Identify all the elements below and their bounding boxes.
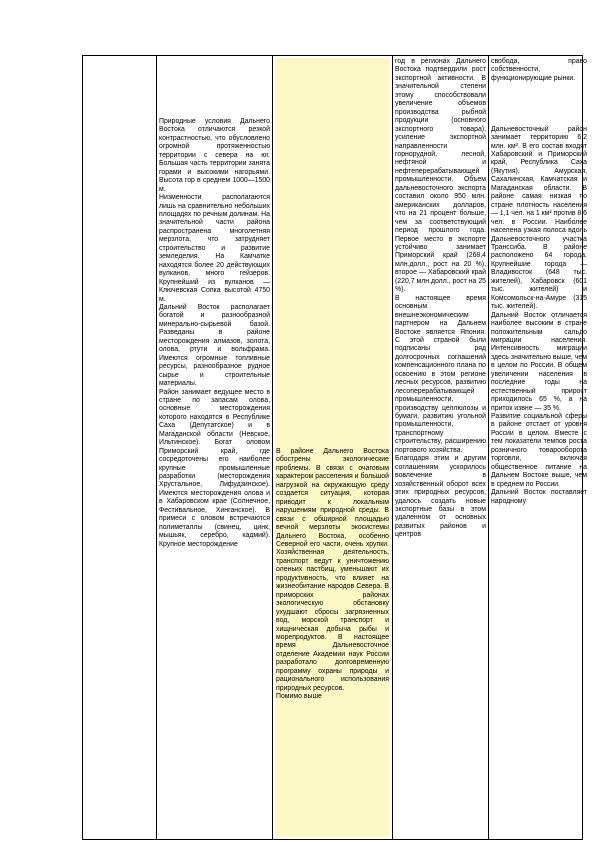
document-table bbox=[82, 55, 588, 840]
export-text: год в регионах Дальнего Востока подтвердили рост экспортной активности. В значительной степени этому способствовали увеличение объемов производства рыбной продукции (основного экспортного товара), усиление экспортной направленности горнорудной, лесной, нефтяной и нефтеперерабатывающей промышленности. Объем дальневосточного экспорта составил около 950 млн. американских долларов, что на 21 процент больше, чем за соответствующий период прошлого года. Первое место в экспорте устойчиво занимает Приморский край (268,4 млн.долл., рост на 20 %), второе — Хабаровский край (220,7 млн.долл., рост на 25 %). В настоящее время основным внешнеэкономическим партнером на Дальнем Востоке является Япония. С этой страной были подписаны ряд долгосрочных соглашений компенсационного плана по освоению в этом регионе лесных ресурсов, развитию лесоперерабатывающей промышленности, производству целлюлозы и бумаги, развитию угольной промышленности, транспортному строительству, расширению портового хозяйства. Благодаря этим и другим соглашениям ускорилось вовлечение в хозяйственный оборот всех этих природных ресурсов, удалось создать новые экспортные базы в этом удаленном от основных развитых районов и центров bbox=[395, 58, 486, 539]
natural-conditions-text: Природные условия Дальнего Востока отличаются резкой контрастностью, что обусловлено огромной протяженностью территории с севера на юг. Большая часть территории занята горами и высокими нагорьями. Высота гор в среднем 1000—1500 м. Низменности располагаются лишь на сравнительно небольших площадях по речным долинам. На значительной части района распространена многолетняя мерзлота, что затрудняет строительство и развитие земледелия. На Камчатке находятся более 20 действующих вулканов, много гейзеров. Крупнейший из вулканов — Ключевская Сопка высотой 4750 м. Дальний Восток располагает богатой и разнообразной минерально-сырьевой базой. Разведаны в районе месторождения алмазов, золота, олова, ртути и вольфрама. Имеются огромные топливные ресурсы, разнообразное рудное сырье и строительные материалы. Район занимает ведущее место в стране по запасам олова, основные месторождения которого находятся в Республике Саха (Депутатское) и в Магаданской области (Невское, Ильтинское). Богат оловом Приморский край, где сосредоточены его наиболее крупные промышленные разработки (месторождения Хрустальное, Лифудзинское). Имеются месторождения олова и в Хабаровском крае (Солнечное, Фестивальное, Хинганское). В примеси с оловом встречаются полиметаллы (свинец, цинк, мышьяк, серебро, кадмий). Крупное месторождение bbox=[159, 118, 270, 548]
column-natural-conditions bbox=[156, 56, 272, 839]
column-ecology bbox=[272, 56, 392, 839]
column-export bbox=[392, 56, 488, 839]
empty-column bbox=[83, 56, 156, 839]
ecology-text: В районе Дальнего Востока обострены экологические проблемы. В связи с очаговым характером расселения и большой нагрузкой на окружающую среду создается ситуация, которая приводит к локальным нарушениям природной среды. В связи с обширной площадью вечной мерзлоты экосистемы Дальнего Востока, особенно Северной его части, очень хрупки. Хозяйственная деятельность, транспорт ведут к уничтожению оленьих пастбищ, уменьшают их продуктивность, что влияет на жизнеобитание народов Севера. В приморских районах экологическую обстановку ухудшают сбросы загрязненных вод, морской транспорт и хищническая добыча рыбы и морепродуктов. В настоящее время Дальневосточное отделение Академии наук России разработало долговременную программу охраны природы и рационального использования природных ресурсов. Помимо выше bbox=[276, 448, 389, 701]
population-text: свобода, право собственности, функционирующие рынки. Дальневосточный район занимает территорию 6,2 млн. км². В его состав входят Хабаровский и Приморский край, Республика Саха (Якутия), Амурская, Сахалинская, Камчатская и Магаданская области. В районе самая низкая по стране плотность населения — 1,1 чел. на 1 км² против 8,6 чел. в России. Наиболее населена узкая полоса вдоль Дальневосточного участка Транссиба. В районе расположено 64 города. Крупнейшие города — Владивосток (648 тыс. жителей), Хабаровск (601 тыс. жителей) и Комсомольск-на-Амуре (315 тыс. жителей). Дальний Восток отличается наиболее высоким в стране положительным сальдо миграции населения. Интенсивность миграции здесь значительно выше, чем в целом по России. В общем увеличении населения в последние годы на естественный прирост приходилось 65 %, а на приток извне — 35 %. Развитие социальной сферы в районе отстает от уровня России в целом. Вместе с тем показатели темпов роста розничного товарооборота торговли, включая общественное питание на Дальнем Востоке выше, чем в среднем по России. Дальний Восток поставляет народному bbox=[491, 58, 588, 505]
column-population bbox=[488, 56, 588, 839]
